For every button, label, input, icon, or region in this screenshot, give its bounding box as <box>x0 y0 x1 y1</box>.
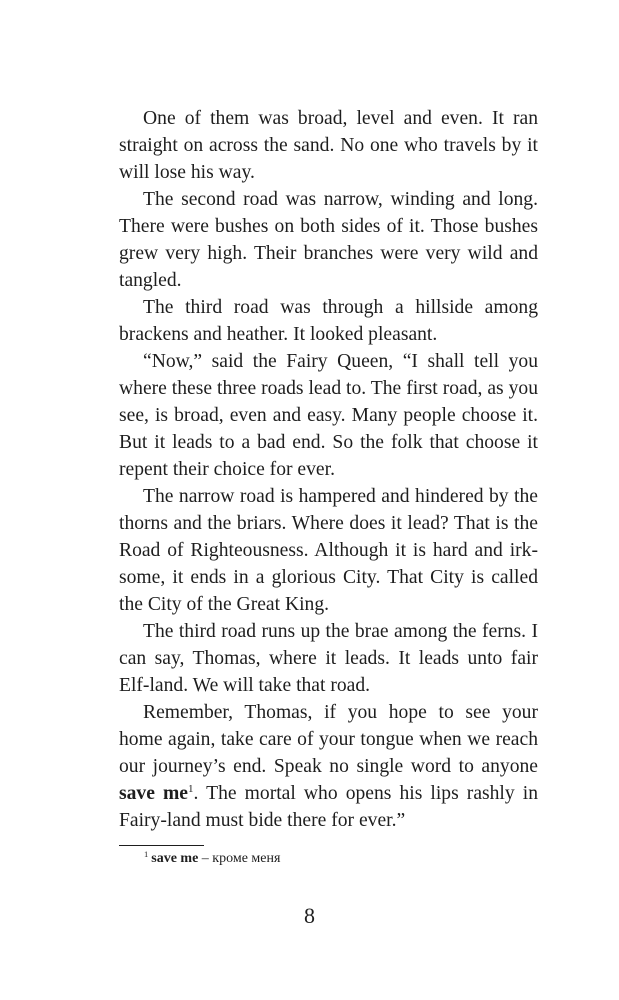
paragraph-text: Remember, Thomas, if you hope to see your home again, take care of your tongue when we reach our journey’s end. Speak no single word to anyone <box>119 702 538 777</box>
paragraph: The third road runs up the brae among the ferns. I can say, Thomas, where it leads. It leads unto fair Elf-land. We will take that road. <box>119 621 538 696</box>
paragraph: The second road was narrow, winding and long. There were bushes on both sides of it. Those bushes grew very high. Their branches were very wild and tangled. <box>119 189 538 291</box>
footnote-translation: – кроме меня <box>201 851 281 866</box>
page-number: 8 <box>304 903 315 928</box>
paragraph: The third road was through a hillside among brackens and heather. It looked pleasant. <box>119 297 538 345</box>
paragraph: One of them was broad, level and even. It ran straight on across the sand. No one who travels by it will lose his way. <box>119 108 538 183</box>
main-text <box>119 105 538 834</box>
footnote-marker: 1 <box>144 849 149 859</box>
paragraph: The narrow road is hampered and hindered by the thorns and the briars. Where does it lead? That is the Road of Righteousness. Although it is hard and irksome, it ends in a glorious City. That City is called the City of the Great King. <box>119 486 538 615</box>
paragraph-last <box>119 699 538 834</box>
footnote-term: save me <box>151 851 199 866</box>
paragraph: “Now,” said the Fairy Queen, “I shall tell you where these three roads lead to. The first road, as you see, is broad, even and easy. Many people choose it. But it leads to a bad end. So the folk that choose it repent their choice for ever. <box>119 351 538 480</box>
footnote-divider <box>119 845 204 846</box>
paragraph-text: . The mortal who opens his lips rashly in Fairy-land must bide there for ever.” <box>119 783 538 831</box>
footnote <box>144 850 280 868</box>
bold-term: save me <box>119 783 189 804</box>
footnote-reference: 1 <box>188 783 194 795</box>
